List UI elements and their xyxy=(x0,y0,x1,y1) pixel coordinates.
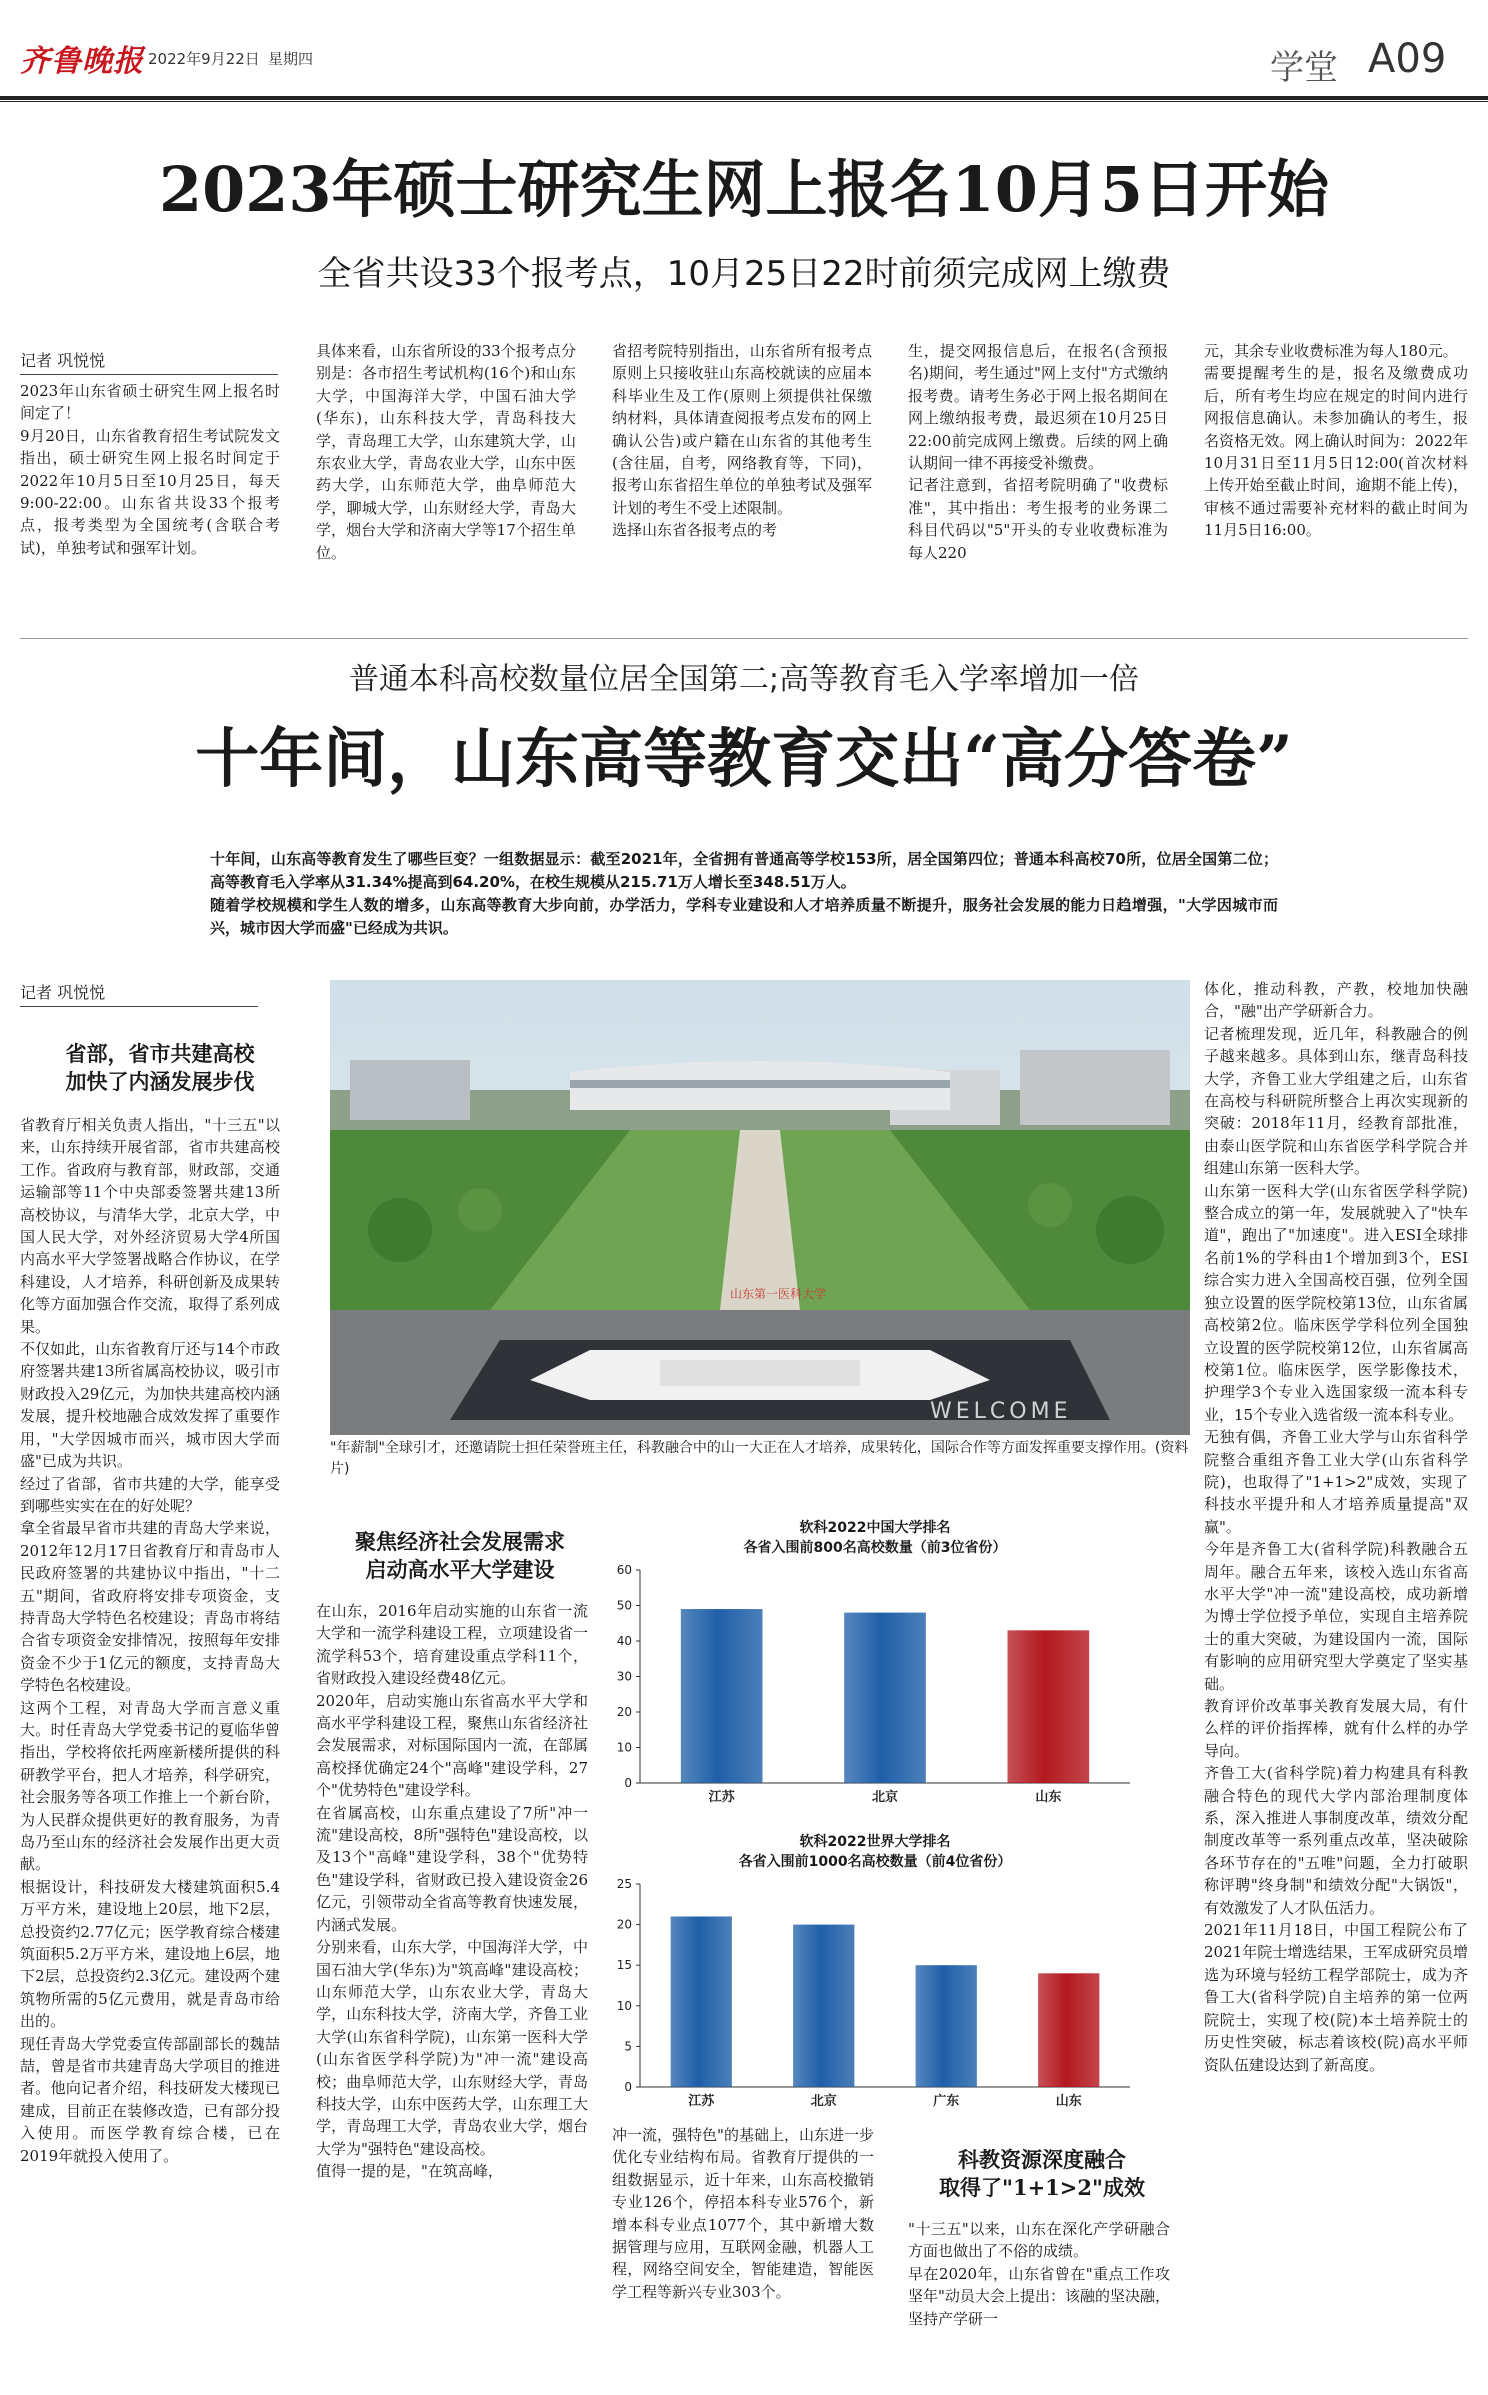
chart-2-category-label: 北京 xyxy=(810,2094,837,2109)
masthead-rule-thin xyxy=(0,101,1488,102)
chart-1-y-tick-label: 40 xyxy=(616,1634,632,1648)
chart-2-y-tick-label: 25 xyxy=(616,1877,632,1891)
story2-column-c: 体化，推动科教，产教，校地加快融合，"融"出产学研新合力。 记者梳理发现，近几年，科教融合的例子越来越多。具体到山东，继青岛科技大学，齐鲁工业大学组建之后，山东省在高校与科研院所整合上再次实现新的突破：2018年11月，经教育部批准，由泰山医学院和山东省医学科学院合并组建山东第一医科大学。 山东第一医科大学(山东省医学科学院)整合成立的第一年，发展就驶入了"快车道"，跑出了"加速度"。进入ESI全球排名前1%的学科由1个增加到3个，ESI综合实力进入全国高校百强，位列全国独立设置的医学院校第13位，山东省属高校第2位。临床医学学科位列全国独立设置的医学院校第12位，山东省属高校第1位。临床医学，医学影像技术，护理学3个专业入选国家级一流本科专业，15个专业入选省级一流本科专业。 无独有偶，齐鲁工业大学与山东省科学院整合重组齐鲁工业大学(山东省科学院)，也取得了"1+1>2"成效，实现了科技水平提升和人才培养质量提高"双赢"。 今年是齐鲁工大(省科学院)科教融合五周年。融合五年来，该校入选山东省高水平大学"冲一流"建设高校，成功新增为博士学位授予单位，实现自主培养院士的重大突破，为建设国内一流，国际有影响的应用研究型大学奠定了坚实基础。 教育评价改革事关教育发展大局，有什么样的评价指挥棒，就有什么样的办学导向。 齐鲁工大(省科学院)着力构建具有科教融合特色的现代大学内部治理制度体系，深入推进人事制度改革，绩效分配制度改革等一系列重点改革，坚决破除各环节存在的"五唯"问题，全力打破职称评聘"终身制"和绩效分配"大锅饭"，有效激发了人才队伍活力。 2021年11月18日，中国工程院公布了2021年院士增选结果，王军成研究员增选为环境与轻纺工程学部院士，成为齐鲁工大(省科学院)自主培养的第一位两院院士，实现了校(院)本土培养院士的历史性突破，标志着该校(院)高水平师资队伍建设达到了新高度。 xyxy=(1204,980,1468,2074)
story2-column-b2: 冲一流，强特色"的基础上，山东进一步优化专业结构布局。省教育厅提供的一组数据显示，近十年来，山东高校撤销专业126个，停招本科专业576个，新增本科专业点1077个，其中新增大数据管理与应用，互联网金融，机器人工程，网络空间安全，智能建造，智能医学工程等新兴专业303个。 xyxy=(612,2126,874,2301)
chart-1-y-tick-label: 0 xyxy=(624,1776,632,1790)
masthead-rule xyxy=(0,96,1488,100)
photo-campus-sign: 山东第一医科大学 xyxy=(730,1287,827,1301)
issue-weekday: 星期四 xyxy=(268,50,314,68)
campus-photo xyxy=(330,980,1190,1435)
chart-2-y-tick-label: 10 xyxy=(616,1998,632,2013)
chart-1-bar-2 xyxy=(844,1613,926,1783)
story1-column-2: 具体来看，山东省所设的33个报考点分别是：各市招生考试机构(16个)和山东大学，中国海洋大学，中国石油大学(华东)，山东科技大学，青岛科技大学，青岛理工大学，山东建筑大学，山东农业大学，青岛农业大学，山东中医药大学，山东师范大学，曲阜师范大学，聊城大学，山东财经大学，青岛大学，烟台大学和济南大学等17个招生单位。 xyxy=(316,342,576,562)
page-number: A09 xyxy=(1368,36,1447,82)
chart-1-y-tick-label: 60 xyxy=(616,1563,632,1577)
chart-2-plot xyxy=(600,1872,1150,2117)
story2-byline: 记者 巩悦悦 xyxy=(20,980,258,1007)
chart-2-bar-1 xyxy=(671,1916,732,2087)
chart-1-subtitle: 各省入围前800名高校数量（前3位省份） xyxy=(743,1540,1007,1556)
chart-1 xyxy=(600,1518,1150,1818)
story2-headline: 十年间，山东高等教育交出“高分答卷” xyxy=(195,722,1293,797)
chart-2-bar-2 xyxy=(793,1925,854,2087)
story2-kicker: 普通本科高校数量位居全国第二;高等教育毛入学率增加一倍 xyxy=(348,662,1140,697)
subhead-science-education-fusion: 科教资源深度融合 取得了"1+1>2"成效 xyxy=(939,2147,1145,2200)
chart-1-plot xyxy=(600,1558,1150,1813)
subhead-cobuilt-universities: 省部，省市共建高校 加快了内涵发展步伐 xyxy=(65,1041,255,1094)
chart-1-y-tick-label: 20 xyxy=(616,1705,632,1719)
chart-2-subtitle: 各省入围前1000名高校数量（前4位省份） xyxy=(738,1854,1012,1870)
chart-1-y-tick-label: 10 xyxy=(616,1740,632,1755)
chart-2-category-label: 江苏 xyxy=(688,2094,715,2109)
chart-1-category-label: 江苏 xyxy=(708,1790,735,1805)
chart-2-y-tick-label: 20 xyxy=(616,1917,632,1932)
chart-1-title: 软科2022中国大学排名 xyxy=(799,1520,951,1536)
chart-1-y-tick-label: 30 xyxy=(616,1669,632,1684)
chart-2 xyxy=(600,1832,1150,2122)
story2-column-a: 省教育厅相关负责人指出，"十三五"以来，山东持续开展省部，省市共建高校工作。省政府与教育部，财政部，交通运输部等11个中央部委签署共建13所高校协议，与清华大学，北京大学，中国人民大学，对外经济贸易大学4所国内高水平大学签署战略合作协议，在学科建设，人才培养，科研创新及成果转化等方面加强合作交流，取得了系列成果。 不仅如此，山东省教育厅还与14个市政府签署共建13所省属高校协议，吸引市财政投入29亿元，为加快共建高校内涵发展，提升校地融合成效发挥了重要作用，"大学因城市而兴，城市因大学而盛"已成为共识。 经过了省部，省市共建的大学，能享受到哪些实实在在的好处呢？ 拿全省最早省市共建的青岛大学来说，2012年12月17日省教育厅和青岛市人民政府签署的共建协议中指出，"十二五"期间，省政府将安排专项资金，支持青岛大学特色名校建设；青岛市将结合省专项资金安排情况，按照每年安排资金不少于1亿元的额度，支持青岛大学特色名校建设。 这两个工程，对青岛大学而言意义重大。时任青岛大学党委书记的夏临华曾指出，学校将依托两座新楼所提供的科研教学平台，把人才培养，科学研究，社会服务等各项工作推上一个新台阶，为人民群众提供更好的教育服务，为青岛乃至山东的经济社会发展作出更大贡献。 根据设计，科技研发大楼建筑面积5.4万平方米，建设地上20层，地下2层，总投资约2.77亿元；医学教育综合楼建筑面积5.2万平方米，建设地上6层，地下2层，总投资约2.3亿元。建设两个建筑物所需的5亿元费用，就是青岛市给出的。 现任青岛大学党委宣传部副部长的魏喆喆，曾是省市共建青岛大学项目的推进者。他向记者介绍，科技研发大楼现已建成，目前正在装修改造，已有部分投入使用。而医学教育综合楼，已在2019年就投入使用了。 xyxy=(20,1116,280,2165)
subhead-high-level-universities: 聚焦经济社会发展需求 启动高水平大学建设 xyxy=(355,1529,565,1582)
chart-2-category-label: 广东 xyxy=(933,2094,960,2109)
chart-1-bar-1 xyxy=(681,1609,763,1783)
photo-caption: "年薪制"全球引才，还邀请院士担任荣誉班主任，科教融合中的山一大正在人才培养，成果转化，国际合作等方面发挥重要支撑作用。(资料片) xyxy=(330,1440,1189,1477)
chart-1-category-label: 北京 xyxy=(871,1790,899,1805)
chart-2-y-tick-label: 5 xyxy=(624,2039,632,2054)
story2-column-c2: "十三五"以来，山东在深化产学研融合方面也做出了不俗的成绩。 早在2020年，山东省曾在"重点工作攻坚年"动员大会上提出：该融的坚决融，坚持产学研一 xyxy=(908,2220,1170,2328)
story2-column-b: 在山东，2016年启动实施的山东省一流大学和一流学科建设工程，立项建设省一流学科53个，培育建设重点学科11个，省财政投入建设经费48亿元。 2020年，启动实施山东省高水平大学和高水平学科建设工程，聚焦山东省经济社会发展需求，对标国际国内一流，在部属高校择优确定24个"高峰"建设学科，27个"优势特色"建设学科。 在省属高校，山东重点建设了7所"冲一流"建设高校，8所"强特色"建设高校，以及13个"高峰"建设学科，38个"优势特色"建设学科，省财政已投入建设资金26亿元，引领带动全省高等教育快速发展，内涵式发展。 分别来看，山东大学，中国海洋大学，中国石油大学(华东)为"筑高峰"建设高校；山东师范大学，山东农业大学，青岛大学，山东科技大学，济南大学，齐鲁工业大学(山东省科学院)，山东第一医科大学(山东省医学科学院)为"冲一流"建设高校；曲阜师范大学，山东财经大学，青岛科技大学，山东中医药大学，山东理工大学，青岛理工大学，青岛农业大学，烟台大学为"强特色"建设高校。 值得一提的是，"在筑高峰， xyxy=(316,1602,588,2181)
story2-lede: 十年间，山东高等教育发生了哪些巨变？一组数据显示：截至2021年，全省拥有普通高等学校153所，居全国第四位；普通本科高校70所，位居全国第二位；高等教育毛入学率从31.34%提高到64.20%，在校生规模从215.71万人增长至348.51万人。 随着学校规模和学生人数的增多，山东高等教育大步向前，办学活力，学科专业建设和人才培养质量不断提升，服务社会发展的能力日趋增强，"大学因城市而兴，城市因大学而盛"已经成为共识。 xyxy=(210,850,1278,937)
story1-headline: 2023年硕士研究生网上报名10月5日开始 xyxy=(159,153,1329,226)
paper-logo: 齐鲁晚报 xyxy=(20,44,144,79)
chart-2-y-tick-label: 0 xyxy=(624,2080,632,2094)
chart-2-category-label: 山东 xyxy=(1055,2094,1082,2109)
chart-1-bar-3 xyxy=(1008,1630,1090,1783)
story1-column-1: 2023年山东省硕士研究生网上报名时间定了！ 9月20日，山东省教育招生考试院发文指出，硕士研究生网上报名时间定于2022年10月5日至10月25日，每天9:00-22:00。山东省共设33个报考点，报考类型为全国统考(含联合考试)，单独考试和强军计划。 xyxy=(20,382,280,557)
story1-column-4: 生，提交网报信息后，在报名(含预报名)期间，考生通过"网上支付"方式缴纳报考费。请考生务必于网上报名期间在网上缴纳报考费，最迟须在10月25日22:00前完成网上缴费。后续的网上确认期间一律不再接受补缴费。 记者注意到，省招考院明确了"收费标准"，其中指出：考生报考的业务课二科目代码以"5"开头的专业收费标准为每人220 xyxy=(908,342,1168,562)
chart-2-bar-4 xyxy=(1038,1973,1099,2087)
chart-2-title: 软科2022世界大学排名 xyxy=(799,1834,951,1850)
photo-welcome-sign: WELCOME xyxy=(930,1399,1072,1424)
section-divider xyxy=(20,638,1468,639)
story1-column-3: 省招考院特别指出，山东省所有报考点原则上只接收驻山东高校就读的应届本科毕业生及工作(原则上须提供社保缴纳材料，具体请查阅报考点发布的网上确认公告)或户籍在山东省的其他考生(含往届，自考，网络教育等，下同)，报考山东省招生单位的单独考试及强军计划的考生不受上述限制。 选择山东省各报考点的考 xyxy=(612,342,872,540)
chart-2-bar-3 xyxy=(916,1965,977,2087)
chart-2-y-tick-label: 15 xyxy=(616,1958,632,1973)
section-name: 学堂 xyxy=(1270,48,1338,88)
story1-column-5: 元，其余专业收费标准为每人180元。 需要提醒考生的是，报名及缴费成功后，所有考生均应在规定的时间内进行网报信息确认。未参加确认的考生，报名资格无效。网上确认时间为：2022年10月31日至11月5日12:00(首次材料上传开始至截止时间，逾期不能上传)，审核不通过需要补充材料的截止时间为11月5日16:00。 xyxy=(1204,342,1468,540)
chart-1-y-tick-label: 50 xyxy=(616,1598,632,1613)
issue-date: 2022年9月22日 xyxy=(148,50,260,68)
story1-subtitle: 全省共设33个报考点，10月25日22时前须完成网上缴费 xyxy=(317,254,1171,294)
chart-1-category-label: 山东 xyxy=(1035,1790,1062,1805)
campus-photo-art xyxy=(330,980,1190,1435)
story1-byline: 记者 巩悦悦 xyxy=(20,348,278,375)
